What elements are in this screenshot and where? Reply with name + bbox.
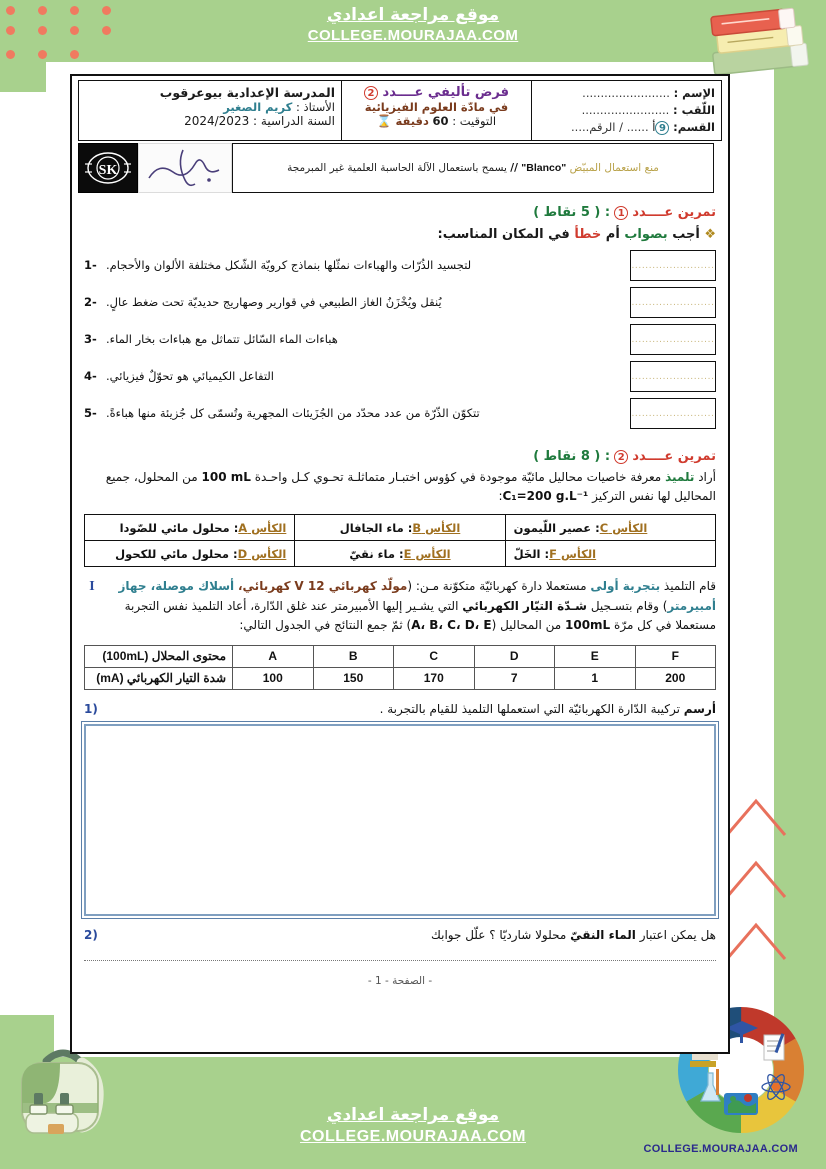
footer-watermark: [0, 1103, 826, 1147]
instruction-post: في المكان المناسب:: [437, 227, 570, 242]
beaker-content: محلول مائي للصّودا: [119, 520, 230, 535]
para-volume: 100mL: [565, 618, 611, 632]
header-watermark-arabic: موقع مراجعة اعدادي: [326, 5, 500, 25]
notice-blanco: "Blanco": [521, 162, 567, 174]
student-name-value[interactable]: ........................: [582, 86, 670, 100]
table-row: [85, 667, 716, 689]
exam-title: فرض تأليفي عــــدد: [382, 85, 509, 100]
para-experiment: بتجربة أولى: [590, 579, 661, 593]
duration-value: 60: [432, 114, 449, 128]
class-number-badge: 9: [655, 121, 669, 135]
beaker-cell-b: [295, 515, 505, 541]
statement-number: 1-: [84, 258, 97, 272]
duration-label: التوقيت :: [452, 114, 497, 128]
footer-watermark-url: COLLEGE.MOURAJAA.COM: [300, 1128, 526, 1145]
teacher-name: كريم الصغير: [223, 100, 293, 114]
exercise1-title: [84, 205, 716, 220]
data-cell-c-head: C: [394, 645, 475, 667]
answer-box[interactable]: [630, 250, 716, 281]
beaker-label: الكأس F: [549, 546, 597, 561]
answer-dots: ........................: [631, 260, 715, 271]
student-class-label: القسم:: [673, 120, 715, 134]
exercise2-number-badge: 2: [614, 450, 628, 464]
teacher-line: [85, 100, 335, 114]
data-cell-a-head: A: [233, 645, 314, 667]
notice-text: [287, 161, 659, 175]
results-table: [84, 645, 716, 690]
stamp-notice-row: [78, 143, 722, 195]
notice-forbidden: منع استعمال المبيّض: [569, 162, 659, 174]
question-2-number: 2): [84, 927, 98, 942]
beaker-label: الكأس E: [403, 546, 451, 561]
beaker-sep: :: [595, 520, 600, 535]
list-item: [84, 361, 620, 392]
header-watermark-url: COLLEGE.MOURAJAA.COM: [307, 27, 519, 44]
beaker-cell-e: [295, 541, 505, 567]
exercise2-intro: [84, 468, 716, 506]
student-identity-cell: [532, 81, 722, 141]
statement-number: 5-: [84, 406, 97, 420]
question-2-subject: الماء النقيّ: [570, 927, 636, 942]
intro-student-word: تلميذ: [665, 470, 695, 484]
row-label-content: محتوى المحلال (100mL): [85, 645, 233, 667]
question-1-text: [106, 702, 716, 716]
student-surname-value[interactable]: ........................: [581, 103, 670, 117]
instruction-true-word: بصواب: [624, 227, 668, 242]
statement-number: 3-: [84, 332, 97, 346]
exercise1-answer-boxes: [630, 250, 716, 435]
teacher-signature: [138, 143, 232, 193]
school-info-cell: [79, 81, 342, 141]
list-item: [84, 287, 620, 318]
para-b: مستعملا دارة كهربائيّة متكوّنة مـن: (: [407, 579, 587, 593]
exercise1-number-badge: 1: [614, 206, 628, 220]
instruction-pre: أجب: [672, 227, 700, 242]
beaker-cell-a: [85, 515, 295, 541]
question-2: [84, 928, 716, 942]
teacher-label: الأستاذ :: [295, 100, 335, 114]
beaker-sep: :: [233, 546, 238, 561]
answer-dots: ........................: [631, 297, 715, 308]
school-year-line: [85, 114, 335, 128]
para-intensity: شـدّة التيّار الكهربائي: [462, 598, 587, 613]
row-label-current: شدة التيار الكهربائي (mA): [85, 667, 233, 689]
exercise1-statements: [84, 250, 630, 435]
statement-text: لتجسيد الذُرّات والهباءات نمثّلها بنماذج كرويّة الشّكل مختلفة الألوان والأحجام.: [106, 258, 472, 272]
intro-body: معرفة خاصيات محاليل مائيّة موجودة في كؤوس اختبـار متماثلـة تحـوي كـل واحـدة: [254, 470, 662, 484]
drawing-answer-box[interactable]: [84, 724, 716, 916]
table-row: [85, 645, 716, 667]
exam-notice: [232, 143, 714, 193]
data-cell-e-value: 1: [555, 667, 636, 689]
exercise1-points: : ( 5 نقاط ): [533, 205, 611, 220]
statement-text: التفاعل الكيميائي هو تحوّلٌ فيزيائي.: [106, 369, 274, 383]
student-name-line: [538, 85, 715, 102]
part1-paragraph: [100, 577, 716, 636]
data-cell-e-head: E: [555, 645, 636, 667]
data-cell-d-head: D: [474, 645, 555, 667]
question-2-text: [106, 928, 716, 942]
beaker-content: عصير اللّيمون: [513, 520, 592, 535]
para-c: كهربائي،: [237, 579, 291, 593]
beaker-cell-d: [85, 541, 295, 567]
header-watermark: [0, 4, 826, 46]
question-1-number: 1): [84, 701, 98, 716]
intro-volume: 100 mL: [201, 470, 251, 484]
diamond-bullet-icon: ❖: [704, 227, 716, 242]
data-cell-f-head: F: [635, 645, 716, 667]
answer-box[interactable]: [630, 398, 716, 429]
para-generator: مولّد كهربائي 12 V: [294, 579, 408, 593]
student-surname-label: اللّقب :: [672, 103, 715, 117]
para-solution-list: A، B، C، D، E: [411, 618, 492, 632]
data-cell-f-value: 200: [635, 667, 716, 689]
table-row: [85, 541, 716, 567]
exam-sheet: [70, 74, 730, 1054]
statement-number: 4-: [84, 369, 97, 383]
para-wires: أسلاك موصلة، جهاز أمبيرمتر: [118, 579, 716, 613]
para-f: من المحاليل (: [491, 618, 562, 632]
intro-concentration: C₁=200 g.L⁻¹: [502, 489, 589, 503]
notice-allowed: يسمح باستعمال الآلة الحاسبة العلمية غير المبرمجة: [287, 162, 507, 174]
beaker-sep: :: [544, 546, 550, 561]
donut-caption: COLLEGE.MOURAJAA.COM: [643, 1143, 798, 1155]
exercise1-instruction: [84, 227, 716, 242]
data-cell-a-value: 100: [233, 667, 314, 689]
question-1-verb: أرسم: [683, 701, 716, 716]
exam-title-line: [348, 85, 525, 100]
beaker-cell-f: [505, 541, 715, 567]
exercise2-part1: [84, 577, 716, 636]
exam-subject: في مادّة العلوم الفيزيائية: [364, 100, 509, 114]
beaker-content: ماء الجافال: [339, 520, 404, 535]
beaker-sep: :: [398, 546, 404, 561]
list-item: [84, 250, 620, 281]
part-roman-numeral: I: [89, 579, 95, 594]
intro-colon: :: [498, 489, 503, 503]
data-cell-c-value: 170: [394, 667, 475, 689]
class-section: أ: [652, 120, 656, 134]
beaker-content: محلول مائي للكحول: [115, 546, 230, 561]
exam-header-table: [78, 80, 722, 141]
beaker-label: الكأس C: [599, 520, 648, 535]
beaker-sep: :: [233, 520, 239, 535]
statement-text: تتكوّن الذّرّة من عدد محدّد من الجُزَيئات المجهرية وتُسمّى كل جُزيئة منها هباءةً.: [106, 406, 480, 420]
exam-body: [78, 205, 722, 987]
exercise1-content: [84, 250, 716, 435]
instruction-mid: أم: [605, 227, 620, 242]
data-cell-d-value: 7: [474, 667, 555, 689]
data-cell-b-value: 150: [313, 667, 394, 689]
year-label: السنة الدراسية :: [253, 114, 335, 128]
notice-separator: //: [510, 162, 518, 174]
exercise1-label: تمرين عــــدد: [632, 205, 716, 220]
data-cell-b-head: B: [313, 645, 394, 667]
page-number-footer: - الصفحة - 1 -: [367, 974, 433, 987]
footer-watermark-arabic: موقع مراجعة اعدادي: [326, 1105, 500, 1125]
answer-box[interactable]: [630, 324, 716, 355]
answer-dots: ........................: [631, 408, 715, 419]
duration-unit: دقيقة: [395, 114, 429, 128]
question-1-body: تركيبة الدّارة الكهربائيّة التي استعملها التلميذ للقيام بالتجربة .: [379, 701, 680, 716]
para-d: ) وقام بتسـجيل: [590, 598, 668, 613]
para-e: التي يشـير إليها الأمبيرمتر عند غلق الدّارة، أعاد التلميذ نفس التجربة مستعملا في كل مرّة: [124, 598, 716, 632]
answer-box[interactable]: [630, 361, 716, 392]
statement-text: هباءات الماء السّائل تتماثل مع هباءات بخار الماء.: [106, 332, 338, 346]
exercise2-label: تمرين عــــدد: [632, 449, 716, 464]
intro-line2: من المحلول، جميع المحاليل لها نفس التركيز: [105, 470, 716, 503]
beaker-sep: :: [407, 520, 413, 535]
beaker-content: ماء نقيّ: [349, 546, 395, 561]
statement-text: يُنقل ويُخْزَنُ الغاز الطبيعي في قوارير وصهاريج حديديّة تحت ضغط عالٍ.: [106, 295, 442, 309]
list-item: [84, 324, 620, 355]
beaker-label: الكأس A: [238, 520, 287, 535]
statement-number: 2-: [84, 295, 97, 309]
answer-dots: ........................: [631, 371, 715, 382]
answer-dots: ........................: [631, 334, 715, 345]
table-row: [85, 515, 716, 541]
instruction-false-word: خطأ: [574, 227, 602, 242]
student-name-label: الإسم :: [673, 86, 715, 100]
exercise2-points: : ( 8 نقاط ): [533, 449, 611, 464]
exam-duration-line: [348, 114, 525, 128]
question-2-pre: هل يمكن اعتبار: [639, 927, 716, 942]
beakers-table: [84, 514, 716, 567]
school-name: المدرسة الإعدادية بيوعرقوب: [159, 85, 335, 100]
hourglass-icon: ⌛: [376, 114, 392, 128]
school-stamp: [78, 143, 138, 193]
intro-pre: أراد: [698, 470, 716, 484]
exam-info-cell: [342, 81, 532, 141]
year-value: 2024/2023: [184, 114, 250, 128]
para-g: ) ثمّ جمع النتائج في الجدول التالي:: [239, 618, 412, 632]
beaker-content: الخَلّ: [513, 546, 541, 561]
student-class-line: [538, 119, 715, 136]
exercise2-title: [84, 449, 716, 464]
beaker-label: الكأس B: [412, 520, 461, 535]
para-a: قام التلميذ: [663, 579, 716, 593]
beaker-label: الكأس D: [237, 546, 287, 561]
student-surname-line: [538, 102, 715, 119]
beaker-cell-c: [505, 515, 715, 541]
question-2-post: محلولا شارديّا ؟ علّل جوابك: [430, 927, 567, 942]
exam-number-badge: 2: [364, 86, 378, 100]
chevron-decorations: [723, 795, 818, 980]
answer-box[interactable]: [630, 287, 716, 318]
class-number-rest[interactable]: ...... / الرقم.....: [571, 120, 649, 134]
list-item: [84, 398, 620, 429]
svg-text:SK: SK: [98, 163, 118, 178]
question-1: [84, 702, 716, 716]
answer-dotted-line[interactable]: [84, 951, 716, 961]
